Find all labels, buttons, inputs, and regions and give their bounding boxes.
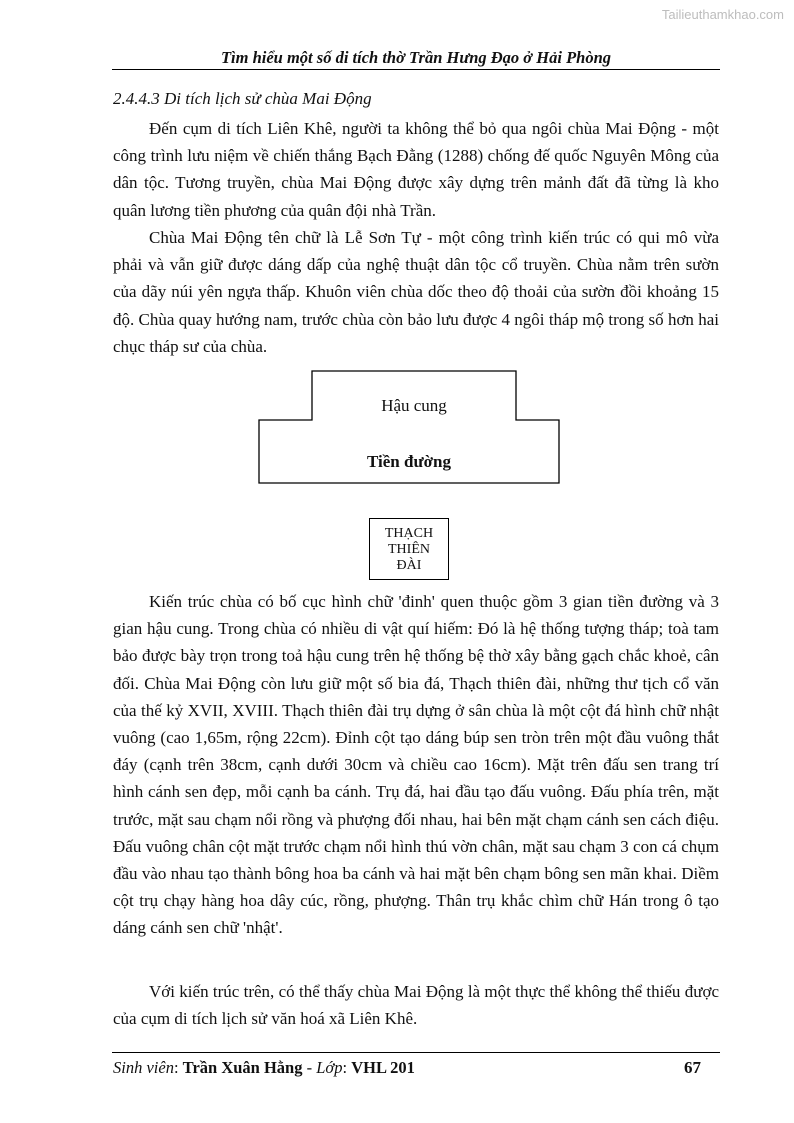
student-label: Sinh viên: [113, 1058, 174, 1077]
class-label: Lớp: [316, 1058, 343, 1077]
header-rule: [112, 69, 720, 70]
student-name: Trần Xuân Hằng: [182, 1058, 303, 1077]
running-header-title: Tìm hiểu một số di tích thờ Trần Hưng Đạo ở Hải Phòng: [220, 48, 612, 67]
hau-cung-label: Hậu cung: [381, 396, 447, 415]
thach-thien-dai-line-2: THIÊN: [388, 542, 430, 557]
watermark: Tailieuthamkhao.com: [661, 7, 784, 22]
footer-rule: [112, 1052, 720, 1053]
footer-credit: Sinh viên: Trần Xuân Hằng - Lớp: VHL 201: [113, 1058, 415, 1077]
paragraph-1: Đến cụm di tích Liên Khê, người ta không thể bỏ qua ngôi chùa Mai Động - một công trình lưu niệm về chiến thắng Bạch Đằng (1288) chống đế quốc Nguyên Mông của dân tộc. Tương truyền, chùa Mai Động được xây dựng trên mảnh đất đã từng là kho quân lương tiền phương của quân đội nhà Trần.: [113, 119, 719, 220]
page-number: 67: [684, 1058, 701, 1077]
tien-duong-label: Tiền đường: [366, 452, 452, 471]
paragraph-2: Chùa Mai Động tên chữ là Lễ Sơn Tự - một công trình kiến trúc có qui mô vừa phải và vẫn giữ được dáng dấp của nghệ thuật dân tộc cổ truyền. Chùa nằm trên sườn của dãy núi yên ngựa thấp. Khuôn viên chùa dốc theo độ thoải của sườn đồi khoảng 15 độ. Chùa quay hướng nam, trước chùa còn bảo lưu được 4 ngôi tháp mộ trong số hơn hai chục tháp sư của chùa.: [113, 228, 719, 356]
paragraph-3: Kiến trúc chùa có bố cục hình chữ 'đinh' quen thuộc gồm 3 gian tiền đường và 3 gian hậu cung. Trong chùa có nhiều di vật quí hiếm: Đó là hệ thống tượng tháp; toà tam bảo được bày trọn trong toả hậu cung trên hệ thống bệ thờ xây bằng gạch chắc khoẻ, cân đối. Chùa Mai Động còn lưu giữ một số bia đá, Thạch thiên đài, những thư tịch cổ văn của thế kỷ XVII, XVIII. Thạch thiên đài trụ dựng ở sân chùa là một cột đá hình chữ nhật vuông (cao 1,65m, rộng 22cm). Đỉnh cột tạo dáng búp sen tròn trên một đầu vuông thắt đáy (cạnh trên 38cm, cạnh dưới 30cm và chiều cao 16cm). Mặt trên đấu sen trang trí hình cánh sen đẹp, mỗi cạnh ba cánh. Trụ đá, hai đầu tạo đấu vuông. Đấu phía trên, mặt trước, mặt sau chạm nổi rồng và phượng đối nhau, hai bên mặt chạm cánh sen cách điệu. Đấu vuông chân cột mặt trước chạm nổi hình thú vờn chân, mặt sau chạm 3 con cá chụm đầu vào nhau tạo thành bông hoa ba cánh và hai mặt bên chạm bông sen mãn khai. Diềm cột trụ chạy hàng hoa dây cúc, rồng, phượng. Thân trụ khắc chìm chữ Hán trong ô tạo dáng cánh sen chữ 'nhật'.: [113, 592, 719, 938]
paragraph-4: Với kiến trúc trên, có thể thấy chùa Mai Động là một thực thể không thể thiếu được của cụm di tích lịch sử văn hoá xã Liên Khê.: [113, 982, 719, 1029]
thach-thien-dai-line-3: ĐÀI: [396, 558, 422, 573]
thach-thien-dai-box: [369, 518, 449, 580]
class-value: VHL 201: [351, 1058, 415, 1077]
section-heading: 2.4.4.3 Di tích lịch sử chùa Mai Động: [113, 89, 372, 108]
thach-thien-dai-line-1: THẠCH: [384, 526, 434, 541]
